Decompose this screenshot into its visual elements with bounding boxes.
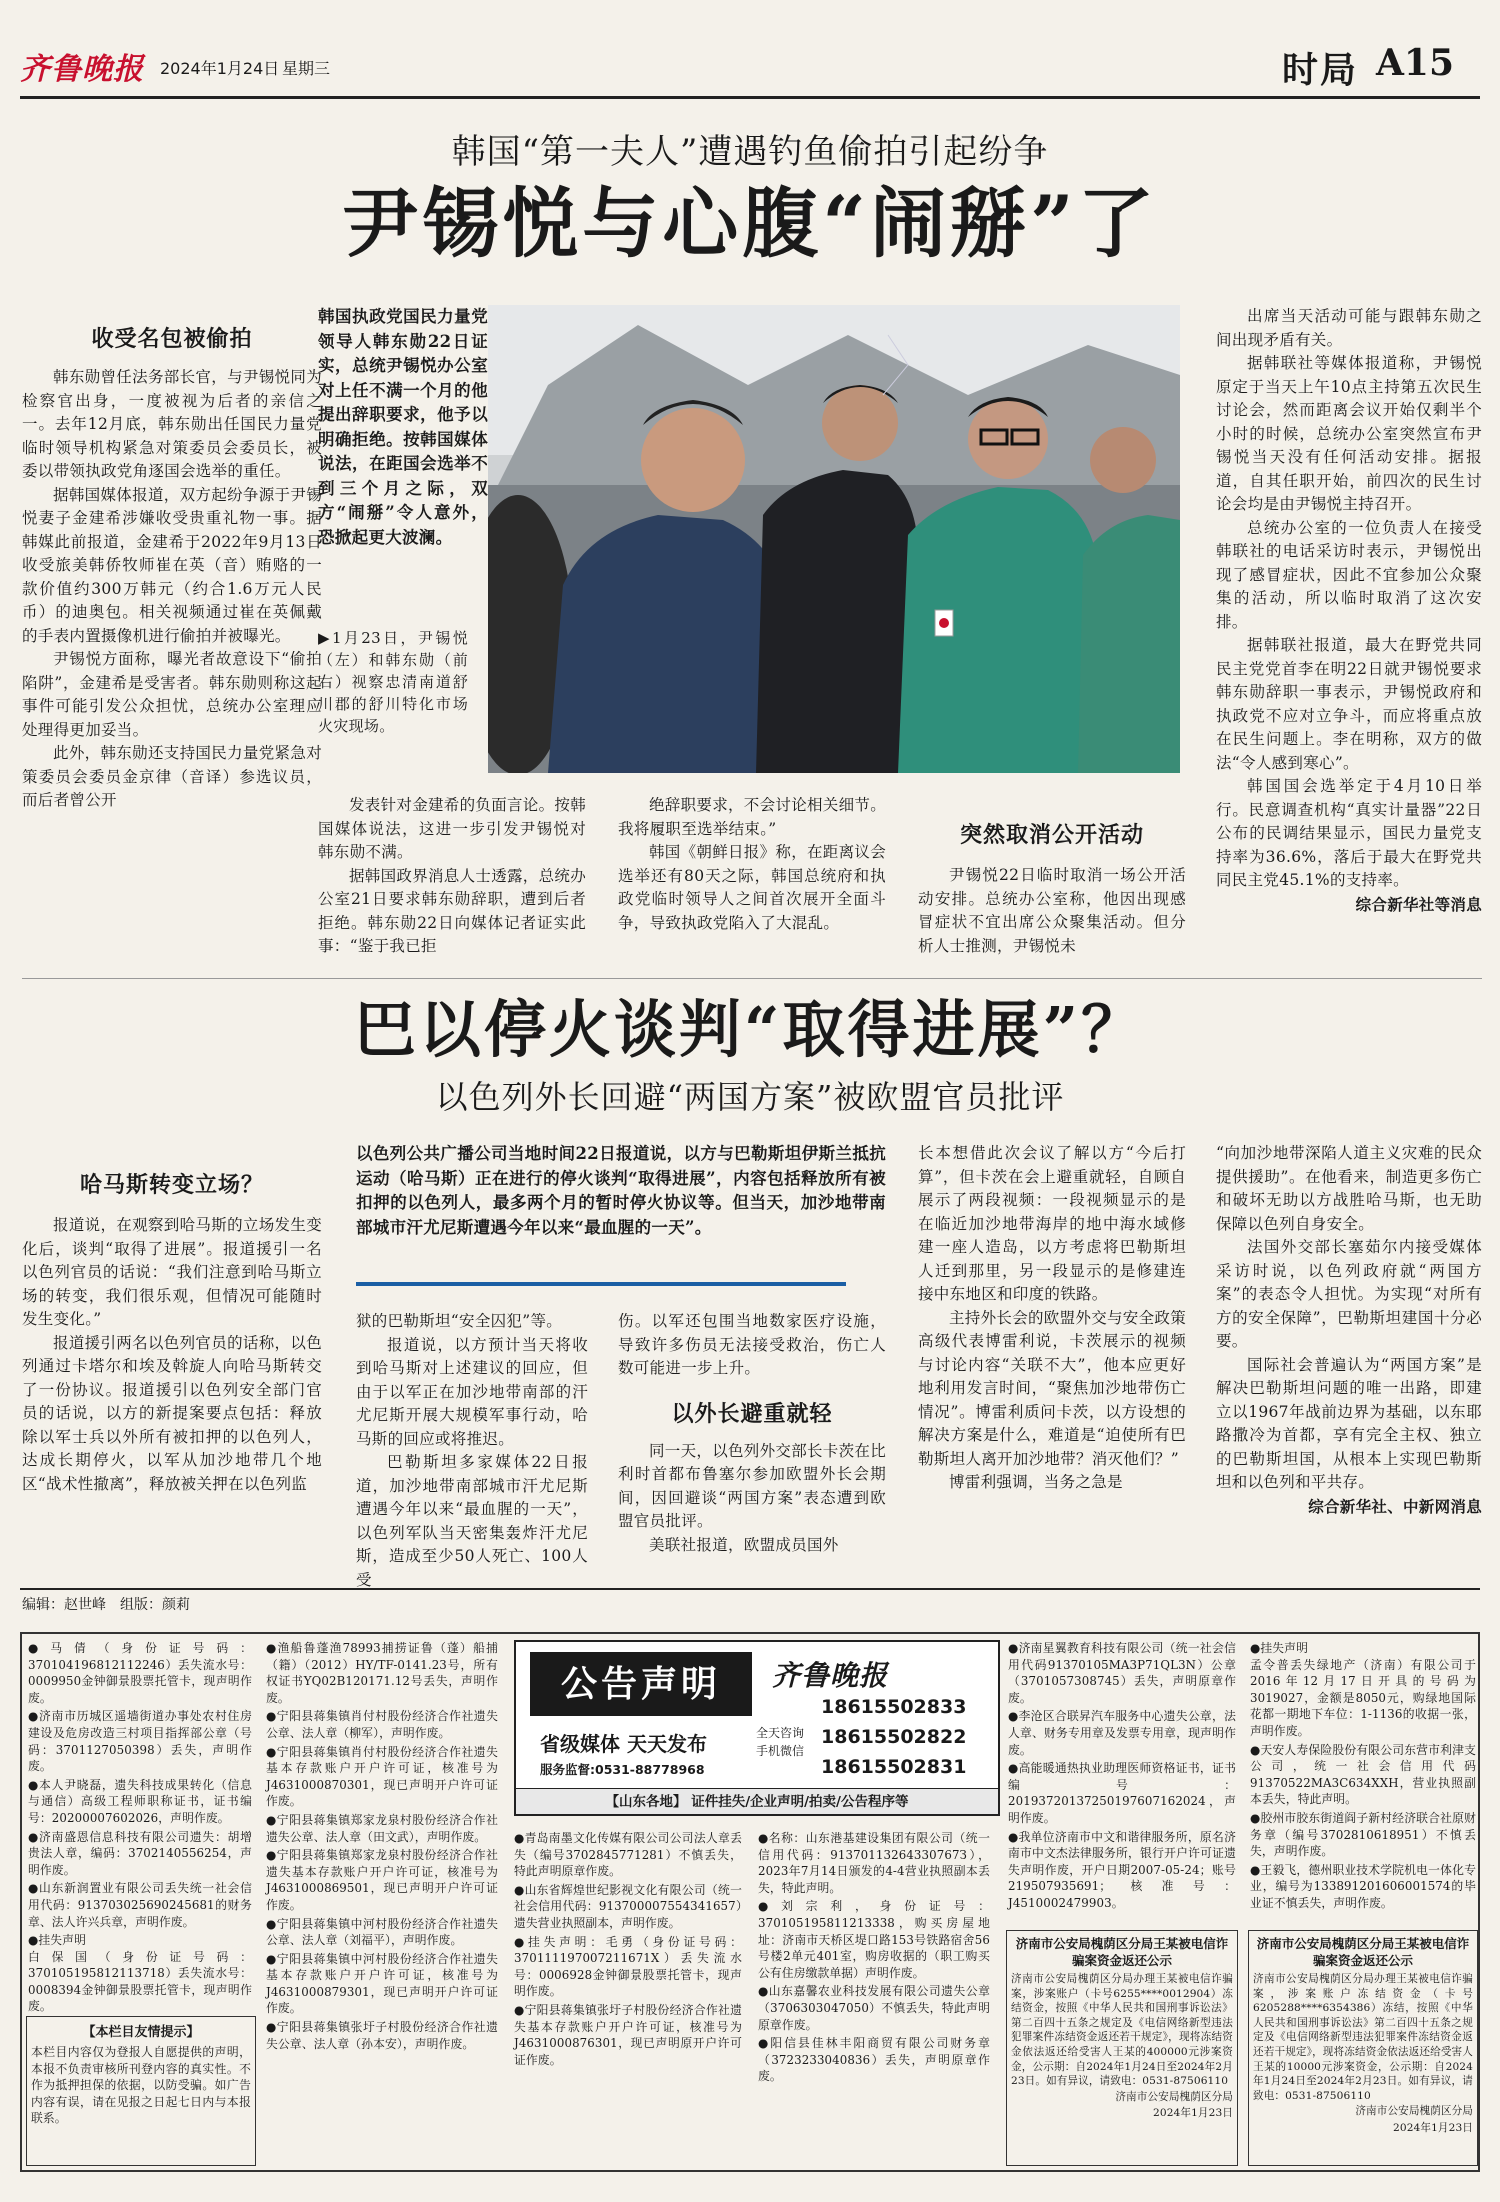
notice-title: 济南市公安局槐荫区分局王某被电信诈骗案资金返还公示 — [1256, 1936, 1470, 1968]
classified-item: ●本人尹晓磊，遗失科技成果转化（信息与通信）高级工程师职称证书，证书编号：20200007602026，声明作废。 — [28, 1777, 252, 1825]
paragraph: 出席当天活动可能与跟韩东勋之间出现矛盾有关。 — [1216, 307, 1482, 349]
classifieds-col-2 — [266, 1640, 498, 2054]
notice-date: 2024年1月23日 — [1393, 2121, 1473, 2134]
classified-item: ●宁阳县蒋集镇肖付村股份经济合作社遗失公章、法人章（柳军），声明作废。 — [266, 1709, 498, 1740]
classified-item: ●济南盛恩信息科技有限公司遗失：胡增贵法人章，编码：3702140556254，声明作废。 — [28, 1829, 252, 1877]
notice-box-6 — [1248, 1930, 1478, 2166]
classified-item: ●宁阳县蒋集镇肖付村股份经济合作社遗失基本存款账户开户许可证，核准号为J4631000870301，现已声明开户许可证作废。 — [266, 1744, 498, 1809]
classified-item: ●宁阳县蒋集镇中河村股份经济合作社遗失基本存款账户开户许可证，核准号为J4631000879301，现已声明开户许可证作废。 — [266, 1951, 498, 2016]
notice-date: 2024年1月23日 — [1153, 2107, 1233, 2120]
editors-credit: 编辑：赵世峰 组版：颜莉 — [22, 1597, 190, 1613]
paragraph: 美联社报道，欧盟成员国外 — [649, 1535, 839, 1554]
paragraph: 主持外长会的欧盟外交与安全政策高级代表博雷利说，卡茨展示的视频与讨论内容“关联不大”，他本应更好地利用发言时间，“聚焦加沙地带伤亡情况”。博雷利质问卡茨，以方设想的解决方案是什么，难道是“迫使所有巴勒斯坦人离开加沙地带？消灭他们？” — [918, 1308, 1187, 1468]
article2-credit: 综合新华社、中新网消息 — [1308, 1496, 1482, 1516]
classified-item: ●马倩（身份证号码：370104196812112246）丢失流水号：0009950金钟御景股票托管卡，现声明作废。 — [28, 1641, 252, 1705]
classified-item: ●济南星翼教育科技有限公司（统一社会信用代码91370105MA3P71QL3N）公章（3701057308745）丢失，声明原章作废。 — [1008, 1641, 1236, 1705]
notice-body: 济南市公安局槐荫区分局办理王某被电信诈骗案，涉案账户（卡号6255****0012904）冻结资金，按照《中华人民共和国刑事诉讼法》第二百四十五条之规定及《电信网络新型违法犯罪案件冻结资金返还若干规定》，现将冻结资金依法返还给受害人王某的400000元涉案资金，公示期：自2024年1月24日至2024年2月23日。如有异议，请致电：0531-87506110 — [1011, 1973, 1233, 2088]
classifieds-col-3 — [514, 1830, 742, 2070]
banner-title: 公告声明 — [530, 1652, 752, 1716]
article2-col3 — [618, 1310, 886, 1557]
paragraph: 法国外交部长塞茹尔内接受媒体采访时说，以色列政府就“两国方案”的表态令人担忧。为实现“对所有方的安全保障”，巴勒斯坦建国十分必要。 — [1216, 1238, 1482, 1350]
classified-item: ●挂失声明：毛勇（身份证号码：370111197007211671X）丢失流水号：0006928金钟御景股票托管卡，现声明作废。 — [514, 1934, 742, 1999]
classified-item: ●宁阳县蒋集镇中河村股份经济合作社遗失公章、法人章（刘福平），声明作废。 — [266, 1916, 498, 1948]
tip-title: 【本栏目友情提示】 — [82, 2025, 200, 2040]
paragraph: 据韩联社报道，最大在野党共同民主党党首李在明22日就尹锡悦要求韩东勋辞职一事表示，尹锡悦政府和执政党不应对立争斗，而应将重点放在民生问题上。李在明称，双方的做法“令人感到寒心”。 — [1216, 636, 1482, 772]
paragraph: 尹锡悦22日临时取消一场公开活动安排。总统办公室称，他因出现感冒症状不宜出席公众聚集活动。但分析人士推测，尹锡悦未 — [918, 866, 1186, 955]
photo-caption: ▶1月23日，尹锡悦（左）和韩东勋（前右）视察忠清南道舒川郡的舒川特化市场火灾现场。 — [318, 629, 468, 735]
article1-kicker: 韩国“第一夫人”遭遇钓鱼偷拍引起纷争 — [451, 132, 1049, 172]
paragraph: 狱的巴勒斯坦“安全囚犯”等。 — [356, 1312, 563, 1330]
article2-subhead: 以色列外长回避“两国方案”被欧盟官员批评 — [435, 1078, 1065, 1116]
classified-item: ●挂失声明 — [28, 1933, 86, 1948]
paragraph: 同一天，以色列外交部长卡茨在比利时首都布鲁塞尔参加欧盟外长会期间，因回避谈“两国方案”表态遭到欧盟官员批评。 — [618, 1441, 887, 1530]
classified-item: ●阳信县佳林丰阳商贸有限公司财务章（3723233040836）丢失，声明原章作废。 — [758, 2036, 990, 2084]
classified-item: ●山东嘉馨农业科技发展有限公司遗失公章（3706303047050）不慎丢失，特此声明原章作废。 — [758, 1984, 990, 2032]
classified-item: ●宁阳县蒋集镇郑家龙泉村股份经济合作社遗失基本存款账户开户许可证，核准号为J4631000869501，现已声明开户许可证作废。 — [266, 1848, 498, 1912]
newspaper-logo: 齐鲁晚报 — [20, 52, 144, 87]
banner-logo: 齐鲁晚报 — [772, 1659, 889, 1692]
classified-item: 白保国（身份证号码：370105195812113718）丢失流水号：0008394金钟御景股票托管卡，现声明作废。 — [28, 1949, 252, 2014]
classifieds-col-4 — [758, 1830, 990, 2087]
notice-body: 济南市公安局槐荫区分局办理王某被电信诈骗案，涉案账户冻结资金（卡号6205288****6354386）冻结，按照《中华人民共和国刑事诉讼法》第二百四十五条之规定及《电信网络新型违法犯罪案件冻结资金返还若干规定》，现将冻结资金依法返还给受害人王某的10000元涉案资金，公示期：自2024年1月24日至2024年2月23日。如有异议，请致电：0531-87506110 — [1253, 1973, 1473, 2102]
article2-lead: 以色列公共广播公司当地时间22日报道说，以方与巴勒斯坦伊斯兰抵抗运动（哈马斯）正在进行的停火谈判“取得进展”，内容包括释放所有被扣押的以色列人，最多两个月的暂时停火协议等。但当天，加沙地带南部城市汗尤尼斯遭遇今年以来“最血腥的一天”。 — [356, 1144, 886, 1237]
issue-weekday: 星期三 — [282, 59, 331, 78]
classified-item: ●名称：山东港基建设集团有限公司（统一信用代码：91370113264330767З），2023年7月14日颁发的4-4营业执照副本丢失，特此声明。 — [758, 1831, 990, 1895]
paragraph: 报道说，以方预计当天将收到哈马斯对上述建议的回应，但由于以军正在加沙地带南部的汗尤尼斯开展大规模军事行动，哈马斯的回应或将推迟。 — [356, 1335, 588, 1448]
photo-illustration — [488, 305, 1180, 773]
paragraph: “向加沙地带深陷人道主义灾难的民众提供援助”。在他看来，制造更多伤亡和破坏无助以方战胜哈马斯，也无助保障以色列自身安全。 — [1216, 1144, 1482, 1233]
article1-credit: 综合新华社等消息 — [1355, 894, 1482, 914]
page-number: A15 — [1376, 42, 1455, 84]
classified-item: ●青岛南墨文化传媒有限公司公司法人章丢失（编号3702845771281）不慎丢失，特此声明原章作废。 — [514, 1831, 742, 1879]
paragraph: 据韩国政界消息人士透露，总统办公室21日要求韩东勋辞职，遭到后者拒绝。韩东勋22日向媒体记者证实此事：“鉴于我已拒 — [318, 866, 587, 955]
classified-item: ●李沧区合联昇汽车服务中心遗失公章，法人章、财务专用章及发票专用章，现声明作废。 — [1008, 1709, 1236, 1757]
paragraph: 韩东勋曾任法务部长官，与尹锡悦同为检察官出身，一度被视为后者的亲信之一。去年12月底，韩东勋出任国民力量党临时领导机构紧急对策委员会委员长，被委以带领执政党角逐国会选举的重任。 — [22, 368, 322, 480]
banner-phone: 18615502833 — [821, 1696, 967, 1718]
paragraph: 韩国《朝鲜日报》称，在距离议会选举还有80天之际，韩国总统府和执政党临时领导人之间首次展开全面斗争，导致执政党陷入了大混乱。 — [618, 843, 887, 932]
banner-phone: 18615502831 — [821, 1756, 967, 1778]
article2-col2 — [356, 1310, 588, 1592]
article-divider — [22, 978, 1482, 979]
paragraph: 报道援引两名以色列官员的话称，以色列通过卡塔尔和埃及斡旋人向哈马斯转交了一份协议。报道援引以色列安全部门官员的话说，以方的新提案要点包括：释放除以军士兵以外所有被扣押的以色列人，达成长期停火，以军从加沙地带几个地区“战术性撤离”，释放被关押在以色列监 — [22, 1333, 322, 1493]
banner-hotline-label: 全天咨询手机微信 — [756, 1726, 805, 1758]
tip-text: 本栏目内容仅为登报人自愿提供的声明，本报不负责审核所刊登内容的真实性。不作为抵押担保的依据，以防受骗。如广告内容有误，请在见报之日起七日内与本报联系。 — [31, 2045, 251, 2126]
classified-item: ●济南市历城区遥墙街道办事处农村住房建设及危房改造三村项目指挥部公章（号码：3701127050398）丢失，声明作废。 — [28, 1709, 252, 1774]
banner-footer: 【山东各地】 证件挂失/企业声明/拍卖/公告程序等 — [516, 1788, 998, 1814]
masthead — [20, 38, 1480, 96]
article2-col5 — [1216, 1142, 1482, 1518]
editors-rule — [20, 1588, 1480, 1590]
classified-item: ●天安人寿保险股份有限公司东营市利津支公司，统一社会信用代码91370522MA3C634XXH，营业执照副本丢失，特此声明。 — [1250, 1742, 1476, 1807]
article1-lead: 韩国执政党国民力量党领导人韩东勋22日证实，总统尹锡悦办公室对上任不满一个月的他提出辞职要求，他予以明确拒绝。按韩国媒体说法，在距国会选举不到三个月之际，双方“闹掰”令人意外，恐掀起更大波澜。 — [318, 307, 488, 547]
paragraph: 国际社会普遍认为“两国方案”是解决巴勒斯坦问题的唯一出路，即建立以1967年战前边界为基础，以东耶路撒冷为首都，享有完全主权、独立的巴勒斯坦国，从根本上实现巴勒斯坦和以色列和平共存。 — [1216, 1355, 1482, 1491]
article1-headline: 尹锡悦与心腹“闹掰”了 — [342, 179, 1158, 268]
article2-subheading-2: 以外长避重就轻 — [671, 1400, 833, 1427]
paragraph: 据韩联社等媒体报道称，尹锡悦原定于当天上午10点主持第五次民生讨论会，然而距离会议开始仅剩半个小时的时候，总统办公室突然宣布尹锡悦当天没有任何活动安排。据报道，自其任职开始，前四次的民生讨论会均是由尹锡悦主持召开。 — [1216, 354, 1482, 513]
article2-col4 — [918, 1142, 1186, 1495]
classified-item: ●挂失声明 — [1250, 1641, 1308, 1655]
classified-item: ●山东省辉煌世纪影视文化有限公司（统一社会信用代码：913700007554341657）遗失营业执照副本，声明作废。 — [514, 1882, 742, 1930]
banner-slogan: 省级媒体 天天发布 — [540, 1732, 707, 1756]
classified-item: ●山东新润置业有限公司丢失统一社会信用代码：913703025690245681的财务章、法人许兴兵章，声明作废。 — [28, 1881, 252, 1929]
tip-box — [26, 2016, 256, 2166]
classified-item: ●宁阳县蒋集镇张圩子村股份经济合作社遗失基本存款账户开户许可证，核准号为J4631000876301，现已声明原开户许可证作废。 — [514, 2002, 742, 2067]
article2-subheading-1: 哈马斯转变立场？ — [79, 1172, 264, 1198]
notice-box-5 — [1006, 1930, 1238, 2166]
classified-item: ●渔船鲁蓬渔78993捕捞证鲁（蓬）船捕（籍）（2012）HY/TF-0141.23号，所有权证书YQ02B120171.12号丢失，声明作废。 — [266, 1641, 498, 1705]
classifieds-col-5 — [1008, 1640, 1236, 1914]
paragraph: 报道说，在观察到哈马斯的立场发生变化后，谈判“取得了进展”。报道援引一名以色列官员的话说：“我们注意到哈马斯立场的转变，我们很乐观，但情况可能随时发生变化。” — [22, 1216, 322, 1328]
notice-banner — [514, 1640, 1000, 1816]
article1-col5 — [1216, 305, 1482, 916]
news-photo — [488, 305, 1180, 773]
paragraph: 尹锡悦方面称，曝光者故意设下“偷拍陷阱”，金建希是受害者。韩东勋则称这起事件可能引发公众担忧，总统办公室理应处理得更加妥当。 — [22, 650, 322, 739]
article1-subheading-2: 突然取消公开活动 — [959, 822, 1144, 848]
paragraph: 韩国国会选举定于4月10日举行。民意调查机构“真实计量器”22日公布的民调结果显示，国民力量党支持率为36.6%，落后于最大在野党共同民主党45.1%的支持率。 — [1216, 777, 1482, 889]
classified-item: ●宁阳县蒋集镇张圩子村股份经济合作社遗失公章、法人章（孙本安），声明作废。 — [266, 2020, 498, 2051]
paragraph: 巴勒斯坦多家媒体22日报道，加沙地带南部城市汗尤尼斯遭遇今年以来“最血腥的一天”，以色列军队当天密集轰炸汗尤尼斯，造成至少50人死亡、100人受 — [356, 1453, 588, 1589]
paragraph: 伤。以军还包围当地数家医疗设施，导致许多伤员无法接受救治，伤亡人数可能进一步上升。 — [618, 1312, 886, 1377]
classified-item: ●宁阳县蒋集镇郑家龙泉村股份经济合作社遗失公章、法人章（田文武），声明作废。 — [266, 1812, 498, 1844]
banner-supervise: 服务监督:0531-88778968 — [540, 1762, 705, 1777]
paragraph: 总统办公室的一位负责人在接受韩联社的电话采访时表示，尹锡悦出现了感冒症状，因此不宜参加公众聚集的活动，所以临时取消了这次安排。 — [1216, 518, 1482, 631]
paragraph: 博雷利强调，当务之急是 — [949, 1473, 1123, 1491]
paragraph: 绝辞职要求，不会讨论相关细节。我将履职至选举结束。” — [618, 796, 887, 838]
article1-subheading-1: 收受名包被偷拍 — [91, 326, 253, 352]
lead-accent-rule — [356, 1282, 846, 1286]
banner-phone: 18615502822 — [821, 1726, 967, 1748]
article2-headline: 巴以停火谈判“取得进展”？ — [353, 993, 1147, 1066]
classified-item: 孟令普丢失绿地产（济南）有限公司于2016年12月17日开具的号码为3019027，金额是8050元，购绿地国际花都一期地下车位：1-1136的收据一张，声明作废。 — [1250, 1657, 1476, 1738]
notice-title: 济南市公安局槐荫区分局王某被电信诈骗案资金返还公示 — [1015, 1936, 1229, 1968]
classified-item: ●高能暖通热执业助理医师资格证书，证书编号：20193720137250197607162024，声明作废。 — [1008, 1761, 1236, 1825]
masthead-rule — [20, 96, 1480, 99]
classified-item: ●我单位济南市中文和谐律服务所，原名济南市中文杰法律服务所，银行开户许可证遗失声明作废，开户日期2007-05-24；账号219507935691；核准号：J4510002479903。 — [1008, 1829, 1236, 1910]
classified-item: ●刘宗利，身份证号：370105195811213338，购买房屋地址：济南市天桥区堤口路153号铁路宿舍56号楼2单元401室，购房收据的（职工购买公有住房缴款单据）声明作废。 — [758, 1899, 990, 1980]
classifieds-col-6 — [1250, 1640, 1476, 1914]
article1-col4 — [918, 864, 1186, 958]
classified-item: ●王毅飞，德州职业技术学院机电一体化专业，编号为133891201606001574的毕业证不慎丢失，声明作废。 — [1250, 1862, 1476, 1910]
article2-col1 — [22, 1214, 322, 1496]
article1-col3 — [618, 794, 886, 935]
notice-signoff: 济南市公安局槐荫区分局 — [1355, 2105, 1473, 2118]
classified-item: ●胶州市胶东街道阎子新村经济联合社原财务章（编号3702810618951）不慎丢失，声明作废。 — [1250, 1810, 1476, 1859]
classifieds-col-1 — [28, 1640, 252, 2017]
notice-signoff: 济南市公安局槐荫区分局 — [1115, 2090, 1233, 2103]
paragraph: 长本想借此次会议了解以方“今后打算”，但卡茨在会上避重就轻，自顾自展示了两段视频：一段视频显示的是在临近加沙地带海岸的地中海水域修建一座人造岛，以方考虑将巴勒斯坦人迁到那里，另一段显示的是修建连接中东地区和印度的铁路。 — [918, 1144, 1186, 1303]
issue-date: 2024年1月24日 — [160, 59, 280, 78]
paragraph: 据韩国媒体报道，双方起纷争源于尹锡悦妻子金建希涉嫌收受贵重礼物一事。据韩媒此前报道，金建希于2022年9月13日收受旅美韩侨牧师崔在英（音）贿赂的一款价值约300万韩元（约合1.6万元人民币）的迪奥包。相关视频通过崔在英佩戴的手表内置摄像机进行偷拍并被曝光。 — [22, 485, 322, 645]
article1-col1 — [22, 366, 322, 813]
article1-col2 — [318, 794, 586, 959]
paragraph: 发表针对金建希的负面言论。按韩国媒体说法，这进一步引发尹锡悦对韩东勋不满。 — [318, 796, 587, 861]
section-name: 时局 — [1282, 49, 1359, 91]
paragraph: 此外，韩东勋还支持国民力量党紧急对策委员会委员金京律（音译）参选议员，而后者曾公开 — [22, 744, 322, 809]
